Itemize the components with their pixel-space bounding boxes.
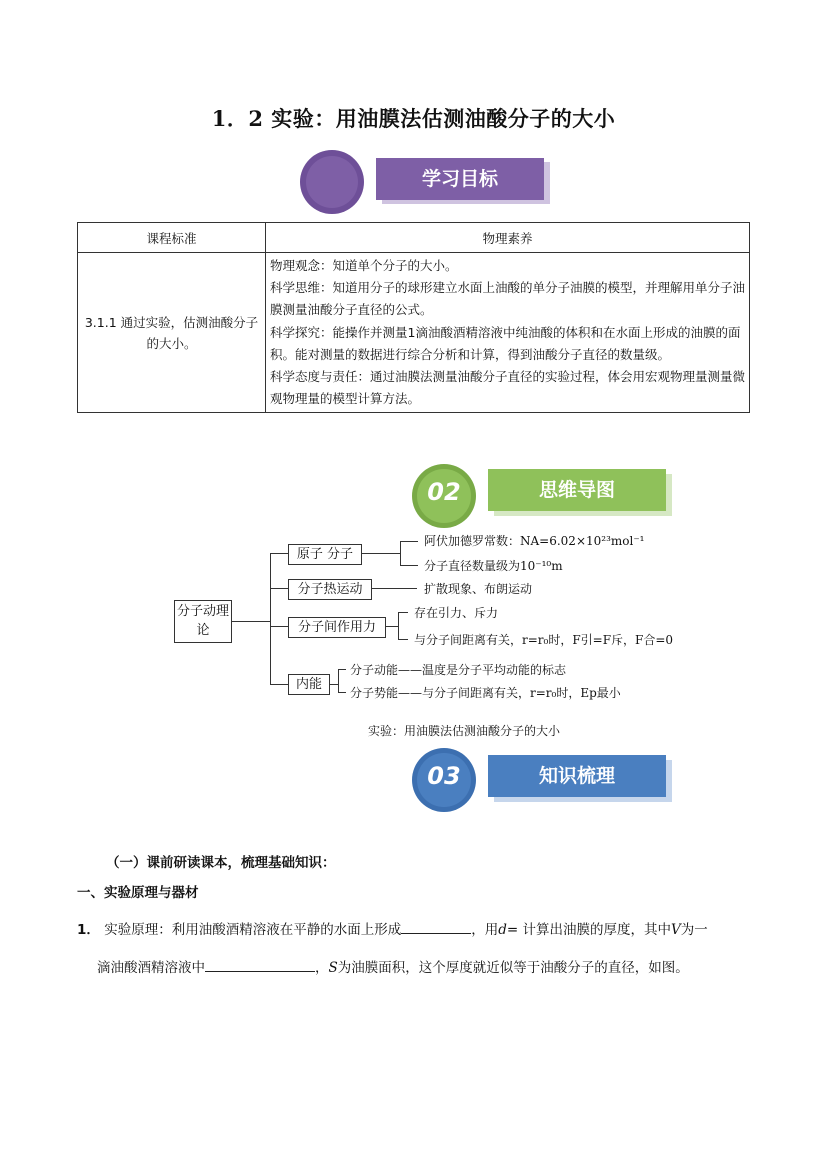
section-intro: （一）课前研读课本，梳理基础知识： bbox=[106, 855, 336, 871]
mindmap-number: 02 bbox=[427, 478, 461, 506]
literacy-item: 科学态度与责任：通过油膜法测量油酸分子直径的实验过程，体会用宏观物理量测量微观物理量的模型计算方法。 bbox=[270, 369, 746, 407]
literacy-item: 科学思维：知道用分子的球形建立水面上油酸的单分子油膜的模型，并理解用单分子油膜测量油酸分子直径的公式。 bbox=[270, 280, 746, 318]
mindmap-caption: 实验：用油膜法估测油酸分子的大小 bbox=[368, 724, 561, 738]
mindmap-leaf: 存在引力、斥力 bbox=[414, 606, 499, 620]
learning-goals-label: 学习目标 bbox=[376, 158, 544, 200]
mindmap-branch: 分子热运动 bbox=[288, 579, 372, 600]
item-1-line-2: 滴油酸酒精溶液中 ，S为油膜面积，这个厚度就近似等于油酸分子的直径，如图。 bbox=[97, 956, 689, 976]
learning-goals-banner bbox=[300, 150, 560, 214]
course-standards-table bbox=[77, 222, 750, 413]
standard-cell: 3.1.1 通过实验，估测油酸分子的大小。 bbox=[78, 253, 266, 413]
table-header-standard: 课程标准 bbox=[78, 223, 266, 253]
knowledge-review-banner bbox=[412, 748, 674, 812]
literacy-item: 物理观念：知道单个分子的大小。 bbox=[270, 258, 458, 273]
section-heading: 一、实验原理与器材 bbox=[77, 885, 199, 901]
review-number: 03 bbox=[427, 762, 461, 790]
literacy-cell bbox=[266, 253, 750, 413]
mindmap-leaf: 阿伏加德罗常数：NA=6.02×10²³mol⁻¹ bbox=[424, 534, 645, 548]
mindmap-leaf: 与分子间距离有关，r=r₀时，F引=F斥，F合=0 bbox=[414, 633, 674, 647]
mindmap-label: 思维导图 bbox=[488, 469, 666, 511]
mindmap-leaf: 分子势能——与分子间距离有关，r=r₀时，Ep最小 bbox=[350, 686, 621, 700]
mindmap-branch: 内能 bbox=[288, 674, 330, 695]
literacy-item: 科学探究：能操作并测量1滴油酸酒精溶液中纯油酸的体积和在水面上形成的油膜的面积。能对测量的数据进行综合分析和计算，得到油酸分子直径的数量级。 bbox=[270, 324, 741, 362]
mindmap-root: 分子动理论 bbox=[174, 600, 232, 643]
page-title: 1．2 实验：用油膜法估测油酸分子的大小 bbox=[211, 106, 616, 131]
mindmap-banner bbox=[412, 464, 674, 528]
mindmap-leaf: 分子动能——温度是分子平均动能的标志 bbox=[350, 663, 567, 677]
fill-blank[interactable] bbox=[205, 957, 315, 972]
item-1-line-1: 1． 实验原理：利用油酸酒精溶液在平静的水面上形成 ，用d= 计算出油膜的厚度，其中V为一 bbox=[77, 918, 708, 938]
review-label: 知识梳理 bbox=[488, 755, 666, 797]
mindmap-leaf: 扩散现象、布朗运动 bbox=[424, 582, 533, 596]
mindmap-branch: 原子 分子 bbox=[288, 544, 362, 565]
item-number: 1． bbox=[77, 922, 100, 938]
mindmap-branch: 分子间作用力 bbox=[288, 617, 386, 638]
table-header-literacy: 物理素养 bbox=[266, 223, 750, 253]
mindmap-leaf: 分子直径数量级为10⁻¹⁰m bbox=[424, 559, 563, 573]
banner-circle-highlight bbox=[306, 156, 358, 208]
fill-blank[interactable] bbox=[401, 919, 471, 934]
